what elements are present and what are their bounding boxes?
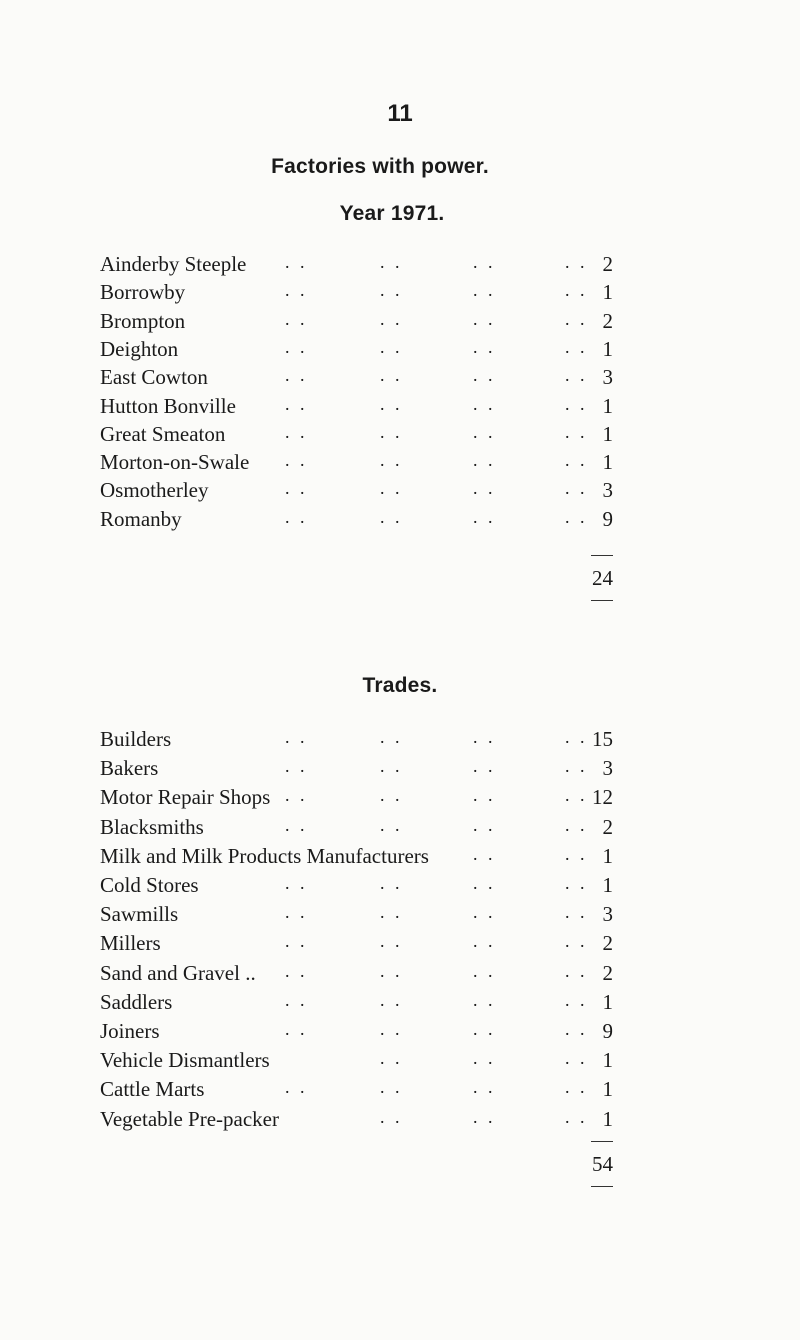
leader-dots: . . [565,1106,588,1127]
trade-row [0,844,800,874]
trade-row [0,1048,800,1078]
village-row [0,507,800,537]
leader-dots: . . [565,931,588,952]
leader-dots: . . [565,450,588,471]
trade-value: 2 [602,931,613,956]
leader-dots: . . [565,902,588,923]
trade-name: Sand and Gravel .. [100,960,256,985]
trades-total-rule-top [591,1141,613,1142]
leader-dots: . . [285,873,308,893]
leader-dots: . . [285,756,308,777]
village-name: Borrowby [100,280,186,305]
trade-value: 2 [602,814,613,839]
leader-dots: . . [473,785,496,806]
leader-dots: . . [285,308,308,329]
trade-name: Builders [100,727,172,751]
village-value: 1 [602,393,613,418]
trade-name: Millers [100,931,161,956]
total-rule-top [591,555,613,556]
trade-name: Blacksmiths [100,814,204,839]
leader-dots: . . [380,960,403,981]
leader-dots: . . [380,1106,403,1127]
village-row [0,422,800,452]
trade-row [0,1077,800,1107]
leader-dots: . . [565,727,588,747]
leader-dots: . . [473,478,496,499]
trade-name: Saddlers [100,989,173,1014]
village-row [0,394,800,424]
trade-name: Vegetable Pre-packer [100,1106,279,1131]
leader-dots: . . [473,421,496,442]
leader-dots: . . [565,989,588,1010]
village-row [0,478,800,508]
leader-dots: . . [473,1077,496,1098]
village-name: Romanby [100,506,182,531]
leader-dots: . . [473,252,496,272]
village-name: Morton-on-Swale [100,450,250,475]
trades-total: 54 [592,1152,613,1176]
leader-dots: . . [565,960,588,981]
trade-row [0,902,800,932]
trade-row [0,990,800,1020]
village-value: 3 [602,365,613,390]
trade-row [0,815,800,845]
leader-dots: . . [285,252,308,272]
leader-dots: . . [380,931,403,952]
village-value: 3 [602,478,613,503]
village-row [0,252,800,282]
leader-dots: . . [285,280,308,301]
village-row [0,450,800,480]
leader-dots: . . [473,280,496,301]
leader-dots: . . [565,336,588,357]
leader-dots: . . [473,902,496,923]
trade-value: 2 [602,960,613,985]
village-row [0,309,800,339]
trade-row [0,873,800,903]
leader-dots: . . [565,1077,588,1098]
leader-dots: . . [285,393,308,414]
leader-dots: . . [380,1077,403,1098]
leader-dots: . . [285,902,308,923]
leader-dots: . . [380,280,403,301]
leader-dots: . . [380,252,403,272]
leader-dots: . . [473,873,496,893]
leader-dots: . . [473,960,496,981]
leader-dots: . . [473,1106,496,1127]
village-name: Osmotherley [100,478,209,503]
leader-dots: . . [380,478,403,499]
leader-dots: . . [565,393,588,414]
leader-dots: . . [473,1048,496,1069]
leader-dots: . . [285,421,308,442]
trades-total-rule-bottom [591,1186,613,1187]
leader-dots: . . [380,814,403,835]
village-name: Deighton [100,336,179,361]
leader-dots: . . [473,365,496,386]
leader-dots: . . [380,365,403,386]
village-value: 1 [602,421,613,446]
trade-name: Vehicle Dismantlers [100,1048,270,1073]
trade-value: 1 [602,1077,613,1102]
trades-title: Trades. [362,674,438,697]
trade-value: 3 [602,902,613,927]
trade-name: Cold Stores [100,873,199,897]
trade-row [0,785,800,815]
leader-dots: . . [565,506,588,527]
leader-dots: . . [380,989,403,1010]
village-name: Hutton Bonville [100,393,236,418]
leader-dots: . . [285,931,308,952]
leader-dots: . . [285,336,308,357]
trade-value: 3 [602,756,613,781]
leader-dots: . . [473,450,496,471]
village-row [0,337,800,367]
trade-name: Cattle Marts [100,1077,205,1102]
leader-dots: . . [565,1019,588,1039]
leader-dots: . . [473,336,496,357]
village-name: Ainderby Steeple [100,252,247,276]
leader-dots: . . [565,814,588,835]
leader-dots: . . [285,989,308,1010]
leader-dots: . . [285,450,308,471]
leader-dots: . . [380,450,403,471]
leader-dots: . . [380,1019,403,1039]
leader-dots: . . [380,873,403,893]
leader-dots: . . [473,393,496,414]
trade-value: 9 [602,1019,613,1043]
leader-dots: . . [380,421,403,442]
trade-row [0,931,800,961]
village-name: East Cowton [100,365,208,390]
factories-total: 24 [592,566,613,590]
village-row [0,365,800,395]
leader-dots: . . [380,1048,403,1069]
village-value: 1 [602,450,613,475]
trade-value: 1 [602,873,613,897]
leader-dots: . . [565,365,588,386]
leader-dots: . . [473,843,496,864]
trade-name: Motor Repair Shops [100,785,271,810]
leader-dots: . . [565,873,588,893]
leader-dots: . . [565,421,588,442]
trade-row [0,727,800,757]
trade-row [0,756,800,786]
leader-dots: . . [285,1019,308,1039]
leader-dots: . . [565,756,588,777]
trade-row [0,961,800,991]
village-value: 1 [602,336,613,361]
leader-dots: . . [380,308,403,329]
leader-dots: . . [473,308,496,329]
trade-value: 12 [592,785,613,810]
village-value: 1 [602,280,613,305]
leader-dots: . . [473,989,496,1010]
leader-dots: . . [285,814,308,835]
village-value: 9 [602,506,613,531]
leader-dots: . . [285,727,308,747]
trade-value: 15 [592,727,613,751]
trade-name: Sawmills [100,902,179,927]
leader-dots: . . [285,785,308,806]
leader-dots: . . [285,506,308,527]
leader-dots: . . [473,727,496,747]
year-subtitle: Year 1971. [339,202,445,225]
trade-value: 1 [602,1048,613,1073]
village-row [0,280,800,310]
leader-dots: . . [380,756,403,777]
trade-value: 1 [602,843,613,868]
village-value: 2 [602,252,613,276]
leader-dots: . . [285,1077,308,1098]
leader-dots: . . [380,393,403,414]
leader-dots: . . [285,365,308,386]
leader-dots: . . [285,478,308,499]
leader-dots: . . [565,308,588,329]
leader-dots: . . [565,785,588,806]
leader-dots: . . [565,252,588,272]
leader-dots: . . [473,814,496,835]
leader-dots: . . [380,336,403,357]
leader-dots: . . [473,506,496,527]
leader-dots: . . [565,843,588,864]
trade-row [0,1019,800,1049]
leader-dots: . . [380,785,403,806]
leader-dots: . . [565,280,588,301]
trade-value: 1 [602,1106,613,1131]
village-name: Great Smeaton [100,421,226,446]
trade-value: 1 [602,989,613,1014]
trade-row [0,1107,800,1137]
leader-dots: . . [380,902,403,923]
trade-name: Milk and Milk Products Manufacturers [100,843,429,868]
leader-dots: . . [380,506,403,527]
leader-dots: . . [565,1048,588,1069]
leader-dots: . . [380,727,403,747]
leader-dots: . . [473,756,496,777]
leader-dots: . . [565,478,588,499]
village-name: Brompton [100,308,186,333]
village-value: 2 [602,308,613,333]
leader-dots: . . [473,1019,496,1039]
trade-name: Joiners [100,1019,160,1043]
page-number: 11 [387,100,413,127]
leader-dots: . . [285,960,308,981]
total-rule-bottom [591,600,613,601]
factories-title: Factories with power. [271,155,489,178]
trade-name: Bakers [100,756,159,781]
leader-dots: . . [473,931,496,952]
